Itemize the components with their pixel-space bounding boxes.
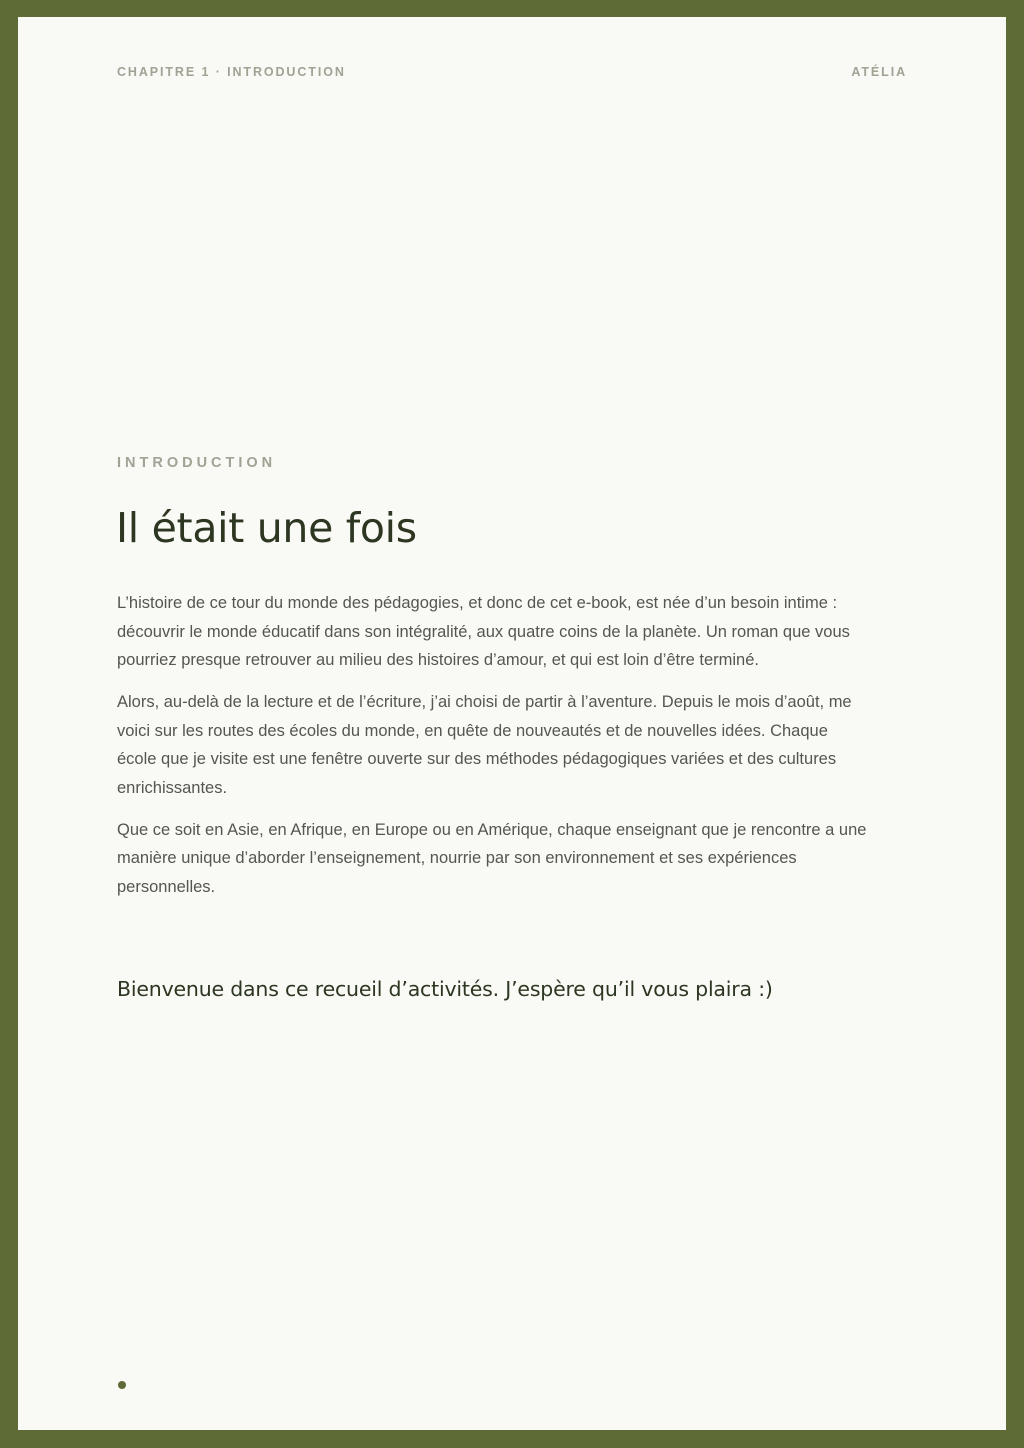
running-header-brand: ATÉLIA: [851, 65, 907, 79]
closing-line: Bienvenue dans ce recueil d’activités. J’espère qu’il vous plaira :): [117, 977, 773, 1001]
section-eyebrow: INTRODUCTION: [117, 455, 277, 471]
paragraph: Que ce soit en Asie, en Afrique, en Europe ou en Amérique, chaque enseignant que je rencontre a une manière unique d’aborder l’enseignement, nourrie par son environnement et ses expériences personnelles.: [117, 820, 867, 896]
running-header-chapter: CHAPITRE 1 · INTRODUCTION: [117, 65, 346, 79]
paragraph: L’histoire de ce tour du monde des pédagogies, et donc de cet e-book, est née d’un besoin intime : découvrir le monde éducatif dans son intégralité, aux quatre coins de la planète. Un roman que vous pourriez presque retrouver au milieu des histoires d’amour, et qui est loin d’être terminé.: [117, 594, 850, 669]
page-title: Il était une fois: [116, 504, 417, 552]
body-text: [117, 589, 869, 915]
page: [18, 17, 1006, 1430]
page-marker-dot: [118, 1381, 126, 1389]
paragraph: Alors, au-delà de la lecture et de l’écriture, j’ai choisi de partir à l’aventure. Depuis le mois d’août, me voici sur les routes des écoles du monde, en quête de nouveautés et de nouvelles idées. Chaque école que je visite est une fenêtre ouverte sur des méthodes pédagogiques variées et des cultures enrichissantes.: [117, 693, 852, 797]
